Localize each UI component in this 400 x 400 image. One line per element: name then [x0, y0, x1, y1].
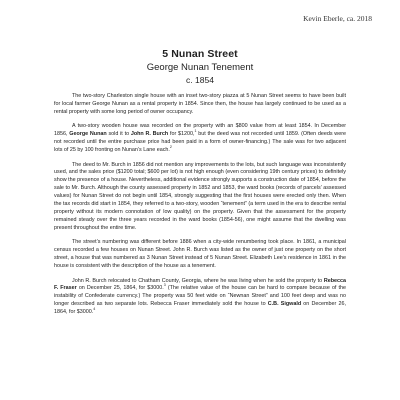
paragraph-sale-history: A two-story wooden house was recorded on the property with an $800 value from at least 1854. In December 1856, George Nunan sold it to John R. Burch for $1200,$^1$ but the deed was not recorded until 1859. (Often deeds were not recorded until the entire purchase price had been paid in a form of owner-financing.) The sale was for two adjacent lots of 25 by 100 fronting on Nunan’s Lane each.$^2$ [54, 123, 346, 154]
document-date: c. 1854 [186, 75, 214, 85]
document-title: 5 Nunan Street [162, 48, 238, 60]
buyer-name: C.B. Sigwald [267, 301, 302, 308]
buyer-name: Rebecca F. Fraser [54, 277, 346, 292]
footnote-ref: 4 [93, 307, 96, 312]
footnote-ref: 1 [194, 129, 197, 134]
footnote-ref: 3 [163, 283, 166, 288]
paragraph-later-sales: John R. Burch relocated to Chatham County, Georgia, where he was living when he sold the property to Rebecca F. Fraser on December 25, 1864, for $3000.$^3$ (The relative value of the house can be hard to compare because of the instability of Confederate currency.) The property was 50 feet wide on “Newnan Street” and 100 feet deep and was no longer described as two separate lots. Rebecca Fraser immediately sold the house to C.B. Sigwald on December 26, 1864, for $3000.$^4$ [54, 277, 346, 316]
owner-name: George Nunan [69, 131, 107, 138]
document-body [54, 93, 346, 324]
paragraph-intro: The two-story Charleston single house with an inset two-story piazza at 5 Nunan Street seems to have been built for local farmer George Nunan as a rental property in 1854. Since then, the house has largely continued to be used as a rental property with some long period of owner occupancy. [54, 93, 346, 115]
author-credit: Kevin Eberle, ca. 2018 [303, 14, 372, 23]
footnote-ref: 2 [169, 145, 172, 150]
document-subtitle: George Nunan Tenement [146, 62, 254, 73]
buyer-name: John R. Burch [130, 131, 169, 138]
paragraph-numbering: The street’s numbering was different before 1886 when a city-wide renumbering took place. In 1861, a municipal census recorded a few houses on Nunan Street. John R. Burch was listed as the owner of just one property on the short street, a house that was numbered as 3 Nunan Street instead of 5 Nunan Street. Elizabeth Lee’s residence in 1861 in the house is consistent with the description of the house as a tenement. [54, 239, 346, 269]
paragraph-construction-evidence: The deed to Mr. Burch in 1856 did not mention any improvements to the lots, but such language was inconsistently used, and the sales price ($1200 total; $600 per lot) is not high enough (even considering 19th century prices) to definitely show the presence of a house. Nevertheless, additional evidence strongly supports a construction date of 1854, before the sale to Mr. Burch. Although the county assessed property in 1852 and 1853, the ward books (records of parcels’ assessed values) for Nunan Street do not begin until 1854, strongly suggesting that the first houses were erected only then. When the tax records did start in 1854, they referred to a two-story, wooden “tenement” (a term used in the era to describe rental property without its modern connotation of low quality) on the property. Given that the assessment for the property remained steady over the three years recorded in the ward books (1854-56), one might assume that the dwelling was present throughout the entire time. [54, 161, 346, 231]
